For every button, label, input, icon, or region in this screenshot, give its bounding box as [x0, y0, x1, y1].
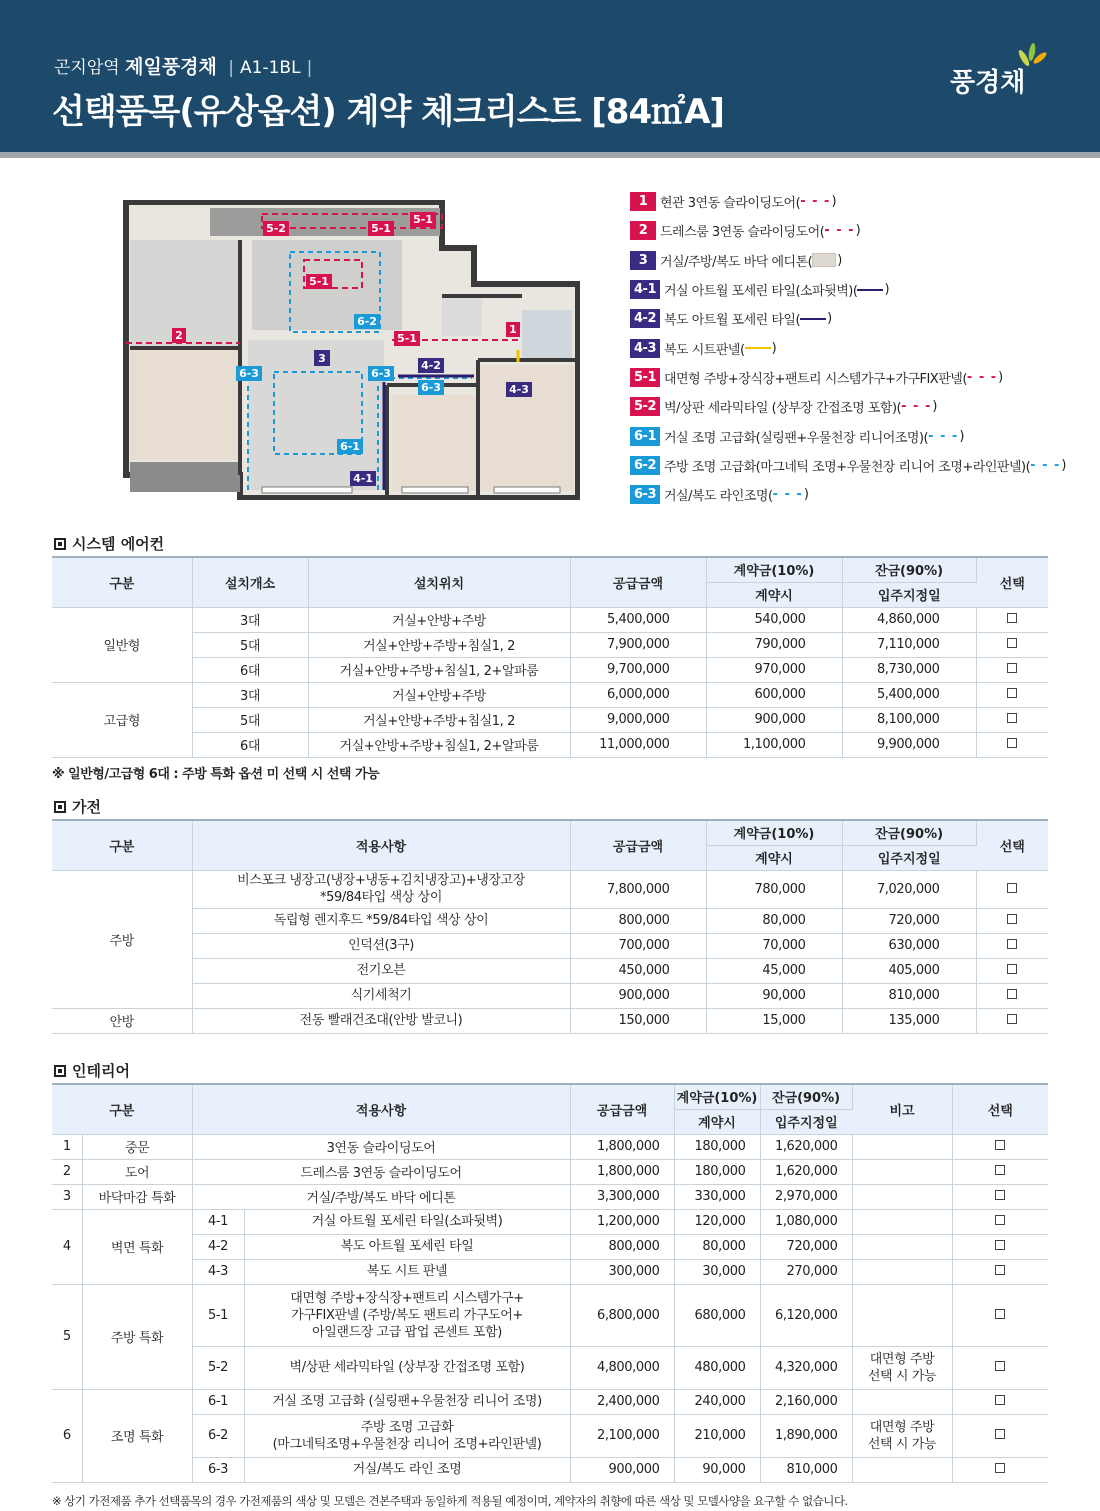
row-item: 대면형 주방+장식장+팬트리 시스템가구+ 가구FIX판넬 (주방/복도 팬트리 가구도어+ 아일랜드장 고급 팝업 콘센트 포함)	[244, 1284, 570, 1346]
section-title-interior: 인테리어	[54, 1060, 130, 1081]
table-row	[52, 732, 1048, 757]
remark-cell	[852, 1209, 952, 1234]
appliance-group: 주방	[52, 870, 192, 1008]
select-checkbox[interactable]	[995, 1429, 1005, 1439]
aircon-group: 고급형	[52, 682, 192, 757]
legend-item: 4-3 복도 시트판넬( )	[630, 333, 1090, 362]
select-checkbox[interactable]	[1007, 663, 1017, 673]
select-checkbox[interactable]	[995, 1190, 1005, 1200]
deposit-cell: 120,000	[674, 1209, 760, 1234]
balance-cell: 720,000	[760, 1234, 852, 1259]
row-code: 6-1	[192, 1389, 244, 1414]
remark-cell	[852, 1457, 952, 1482]
row-item: 3연동 슬라이딩도어	[192, 1134, 570, 1159]
balance-cell: 405,000	[842, 958, 976, 983]
select-cell	[976, 707, 1048, 732]
legend-badge: 5-2	[630, 397, 660, 416]
row-code: 5-2	[192, 1346, 244, 1389]
plan-label-6-3a: 6-3	[239, 367, 259, 380]
table-row	[52, 933, 1048, 958]
bottom-note: ※ 상기 가전제품 추가 선택품목의 경우 가전제품의 색상 및 모델은 견본주택과 동일하게 적용될 예정이며, 계약자의 취향에 따른 색상 및 모델사양을 요구할 수 없습니다.	[52, 1494, 848, 1508]
select-checkbox[interactable]	[995, 1165, 1005, 1175]
deposit-cell: 80,000	[674, 1234, 760, 1259]
plan-label-5-1a: 5-1	[371, 222, 391, 235]
table-row	[52, 1414, 1048, 1457]
table-row	[52, 1134, 1048, 1159]
select-cell	[952, 1134, 1048, 1159]
legend-item: 5-1 대면형 주방+장식장+팬트리 시스템가구+가구FIX판넬( - - - )	[630, 363, 1090, 392]
deposit-cell: 540,000	[706, 607, 842, 632]
select-checkbox[interactable]	[1007, 939, 1017, 949]
header-brand: 제일풍경채	[125, 56, 217, 78]
aircon-units: 6대	[192, 657, 308, 682]
header-block: A1-1BL	[240, 58, 301, 78]
select-cell	[976, 657, 1048, 682]
legend-item: 4-1 거실 아트월 포세린 타일(소파뒷벽)( )	[630, 275, 1090, 304]
header-divider	[0, 152, 1100, 158]
balance-cell: 1,080,000	[760, 1209, 852, 1234]
select-cell	[976, 933, 1048, 958]
select-checkbox[interactable]	[1007, 638, 1017, 648]
legend-text: 현관 3연동 슬라이딩도어(	[660, 196, 801, 212]
appliance-item: 인덕션(3구)	[192, 933, 570, 958]
price-cell: 700,000	[570, 933, 706, 958]
deposit-cell: 15,000	[706, 1008, 842, 1033]
price-cell: 7,900,000	[570, 632, 706, 657]
row-item: 복도 시트 판넬	[244, 1259, 570, 1284]
remark-cell: 대면형 주방 선택 시 가능	[852, 1414, 952, 1457]
legend-badge: 1	[630, 192, 656, 211]
row-category: 중문	[82, 1134, 192, 1159]
red-dash-swatch: - - -	[901, 399, 932, 415]
table-row	[52, 1259, 1048, 1284]
select-cell	[952, 1389, 1048, 1414]
legend-item: 2 드레스룸 3연동 슬라이딩도어( - - - )	[630, 216, 1090, 245]
section-title-appliance: 가전	[54, 796, 101, 817]
plan-label-6-3c: 6-3	[421, 381, 441, 394]
select-checkbox[interactable]	[1007, 688, 1017, 698]
section-title-aircon: 시스템 에어컨	[54, 533, 164, 554]
legend-item: 4-2 복도 아트월 포세린 타일( )	[630, 304, 1090, 333]
remark-cell	[852, 1284, 952, 1346]
balance-cell: 8,730,000	[842, 657, 976, 682]
deposit-cell: 600,000	[706, 682, 842, 707]
balance-cell: 1,620,000	[760, 1159, 852, 1184]
remark-cell	[852, 1134, 952, 1159]
legend-text: 거실/복도 라인조명(	[664, 489, 773, 505]
select-cell	[952, 1234, 1048, 1259]
plan-label-5-1c: 5-1	[309, 275, 329, 288]
price-cell: 9,000,000	[570, 707, 706, 732]
red-dash-swatch: - - -	[800, 194, 831, 210]
deposit-cell: 480,000	[674, 1346, 760, 1389]
red-dash-swatch: - - -	[824, 223, 855, 239]
deposit-cell: 780,000	[706, 870, 842, 908]
select-cell	[976, 870, 1048, 908]
select-checkbox[interactable]	[995, 1309, 1005, 1319]
deposit-cell: 80,000	[706, 908, 842, 933]
select-checkbox[interactable]	[1007, 713, 1017, 723]
balance-cell: 7,020,000	[842, 870, 976, 908]
legend-badge: 6-3	[630, 485, 660, 504]
row-code: 5-1	[192, 1284, 244, 1346]
row-category: 조명 특화	[82, 1389, 192, 1482]
select-cell	[976, 632, 1048, 657]
yellow-line-swatch	[745, 347, 771, 349]
deposit-cell: 790,000	[706, 632, 842, 657]
table-row	[52, 1209, 1048, 1234]
select-cell	[976, 1008, 1048, 1033]
legend-badge: 4-3	[630, 339, 660, 358]
price-cell: 5,400,000	[570, 607, 706, 632]
legend-item: 6-3 거실/복도 라인조명( - - - )	[630, 480, 1090, 509]
balance-cell: 4,860,000	[842, 607, 976, 632]
select-cell	[976, 682, 1048, 707]
price-cell: 2,100,000	[570, 1414, 674, 1457]
legend-text: 드레스룸 3연동 슬라이딩도어(	[660, 225, 825, 241]
table-row	[52, 607, 1048, 632]
price-cell: 800,000	[570, 908, 706, 933]
blue-dash-swatch: - - -	[772, 487, 803, 503]
appliance-item: 식기세척기	[192, 983, 570, 1008]
legend-badge: 4-1	[630, 280, 660, 299]
balance-cell: 1,620,000	[760, 1134, 852, 1159]
balance-cell: 720,000	[842, 908, 976, 933]
price-cell: 7,800,000	[570, 870, 706, 908]
price-cell: 6,800,000	[570, 1284, 674, 1346]
deposit-cell: 210,000	[674, 1414, 760, 1457]
remark-cell	[852, 1159, 952, 1184]
aircon-units: 3대	[192, 607, 308, 632]
floor-plan	[122, 200, 580, 500]
table-row	[52, 870, 1048, 908]
appliance-item: 독립형 렌지후드 *59/84타입 색상 상이	[192, 908, 570, 933]
deposit-cell: 330,000	[674, 1184, 760, 1209]
balance-cell: 270,000	[760, 1259, 852, 1284]
legend-text: 벽/상판 세라믹타일 (상부장 간접조명 포함)(	[664, 401, 902, 417]
row-number: 5	[52, 1284, 82, 1389]
select-cell	[976, 983, 1048, 1008]
appliance-item: 비스포크 냉장고(냉장+냉동+김치냉장고)+냉장고장 *59/84타입 색상 상이	[192, 870, 570, 908]
table-row	[52, 1184, 1048, 1209]
plan-label-1: 1	[509, 323, 517, 336]
row-item: 주방 조명 고급화 (마그네틱조명+우물천장 리니어 조명+라인판넬)	[244, 1414, 570, 1457]
select-cell	[976, 607, 1048, 632]
deposit-cell: 1,100,000	[706, 732, 842, 757]
legend-text: 대면형 주방+장식장+팬트리 시스템가구+가구FIX판넬(	[664, 371, 967, 387]
plan-label-5-2: 5-2	[266, 222, 286, 235]
plan-label-5-1b: 5-1	[413, 213, 433, 226]
aircon-units: 5대	[192, 632, 308, 657]
table-row	[52, 1159, 1048, 1184]
row-number: 6	[52, 1389, 82, 1482]
legend-badge: 4-2	[630, 309, 660, 328]
select-checkbox[interactable]	[1007, 989, 1017, 999]
plan-label-2: 2	[175, 329, 183, 342]
balance-cell: 1,890,000	[760, 1414, 852, 1457]
select-checkbox[interactable]	[995, 1240, 1005, 1250]
header-subtitle: 곤지암역 제일풍경채 | A1-1BL |	[54, 56, 313, 78]
plan-label-3: 3	[318, 352, 326, 365]
table-row	[52, 1284, 1048, 1346]
table-row	[52, 657, 1048, 682]
price-cell: 2,400,000	[570, 1389, 674, 1414]
legend-item: 6-2 주방 조명 고급화(마그네틱 조명+우물천장 리니어 조명+라인판넬)( - - - )	[630, 451, 1090, 480]
balance-cell: 2,160,000	[760, 1389, 852, 1414]
select-cell	[976, 958, 1048, 983]
plan-label-6-3b: 6-3	[371, 367, 391, 380]
navy-line-swatch	[857, 289, 883, 291]
balance-cell: 8,100,000	[842, 707, 976, 732]
legend-badge: 2	[630, 221, 656, 240]
aircon-units: 5대	[192, 707, 308, 732]
table-row	[52, 908, 1048, 933]
row-item: 거실 조명 고급화 (실링팬+우물천장 리니어 조명)	[244, 1389, 570, 1414]
aircon-location: 거실+안방+주방+침실1, 2+알파룸	[308, 732, 570, 757]
balance-cell: 135,000	[842, 1008, 976, 1033]
price-cell: 800,000	[570, 1234, 674, 1259]
deposit-cell: 240,000	[674, 1389, 760, 1414]
legend-text: 주방 조명 고급화(마그네틱 조명+우물천장 리니어 조명+라인판넬)(	[664, 459, 1031, 475]
legend-text: 거실 조명 고급화(실링팬+우물천장 리니어조명)(	[664, 430, 929, 446]
remark-cell	[852, 1259, 952, 1284]
row-category: 주방 특화	[82, 1284, 192, 1389]
table-row	[52, 1346, 1048, 1389]
table-row	[52, 1457, 1048, 1482]
balance-cell: 6,120,000	[760, 1284, 852, 1346]
select-cell	[952, 1284, 1048, 1346]
price-cell: 4,800,000	[570, 1346, 674, 1389]
select-checkbox[interactable]	[1007, 914, 1017, 924]
legend-item: 3 거실/주방/복도 바닥 에디톤( )	[630, 246, 1090, 275]
row-number: 4	[52, 1209, 82, 1284]
deposit-cell: 45,000	[706, 958, 842, 983]
aircon-location: 거실+안방+주방+침실1, 2	[308, 632, 570, 657]
balance-cell: 2,970,000	[760, 1184, 852, 1209]
row-category: 바닥마감 특화	[82, 1184, 192, 1209]
remark-cell	[852, 1184, 952, 1209]
select-cell	[952, 1346, 1048, 1389]
row-category: 벽면 특화	[82, 1209, 192, 1284]
select-checkbox[interactable]	[1007, 883, 1017, 893]
deposit-cell: 30,000	[674, 1259, 760, 1284]
plan-label-6-2: 6-2	[357, 315, 377, 328]
deposit-cell: 680,000	[674, 1284, 760, 1346]
aircon-location: 거실+안방+주방	[308, 682, 570, 707]
aircon-group: 일반형	[52, 607, 192, 682]
price-cell: 300,000	[570, 1259, 674, 1284]
legend-item: 6-1 거실 조명 고급화(실링팬+우물천장 리니어조명)( - - - )	[630, 421, 1090, 450]
brand-logo: 풍경채	[950, 68, 1026, 98]
select-cell	[976, 732, 1048, 757]
select-cell	[952, 1414, 1048, 1457]
table-row	[52, 632, 1048, 657]
select-checkbox[interactable]	[995, 1463, 1005, 1473]
plan-label-4-2: 4-2	[421, 359, 441, 372]
page-title: 선택품목(유상옵션) 계약 체크리스트 [84㎡A]	[52, 92, 724, 132]
balance-cell: 810,000	[760, 1457, 852, 1482]
balance-cell: 810,000	[842, 983, 976, 1008]
row-code: 4-3	[192, 1259, 244, 1284]
appliance-item: 전기오븐	[192, 958, 570, 983]
row-code: 6-2	[192, 1414, 244, 1457]
red-dash-swatch: - - -	[966, 369, 998, 385]
deposit-cell: 180,000	[674, 1159, 760, 1184]
balance-cell: 7,110,000	[842, 632, 976, 657]
price-cell: 9,700,000	[570, 657, 706, 682]
balance-cell: 630,000	[842, 933, 976, 958]
row-code: 4-2	[192, 1234, 244, 1259]
select-checkbox[interactable]	[1007, 1014, 1017, 1024]
select-checkbox[interactable]	[995, 1265, 1005, 1275]
plan-label-5-1d: 5-1	[397, 332, 417, 345]
row-category: 도어	[82, 1159, 192, 1184]
select-checkbox[interactable]	[995, 1140, 1005, 1150]
plan-label-4-3: 4-3	[509, 383, 529, 396]
price-cell: 6,000,000	[570, 682, 706, 707]
aircon-location: 거실+안방+주방+침실1, 2	[308, 707, 570, 732]
header-location: 곤지암역	[54, 58, 120, 78]
table-row	[52, 958, 1048, 983]
row-number: 2	[52, 1159, 82, 1184]
price-cell: 450,000	[570, 958, 706, 983]
legend-badge: 6-1	[630, 427, 660, 446]
leaf-icon	[1010, 40, 1050, 70]
legend-text: 거실 아트월 포세린 타일(소파뒷벽)(	[664, 284, 858, 300]
balance-cell: 5,400,000	[842, 682, 976, 707]
aircon-table: 구분 설치개소 설치위치 공급금액 계약금(10%) 잔금(90%) 선택 계약시 입주지정일 일반형 3대 거실+안방+주방 5,400,000 540,000 4,860,000 5대 거실+안방+주방+침실1, 2 7,900,000 790,000 7,110,000 6대 거실+안방+주방+침실1, 2+알파룸 9,700,000 970,000 8,730,000 고급형 3대 거실+안방+주방 6,000,000 600,000 5,400,000 5대 거실+안방+주방+침실1, 2 9,000,000 900,000 8,100,000 6대 거실+안방+주방+침실1, 2+알파룸 11,000,000 1,100,000 9,900,000	[52, 556, 1048, 758]
plan-label-4-1: 4-1	[353, 472, 373, 485]
table-row	[52, 983, 1048, 1008]
page-header	[0, 0, 1100, 152]
price-cell: 1,800,000	[570, 1134, 674, 1159]
appliance-group: 안방	[52, 1008, 192, 1033]
price-cell: 1,800,000	[570, 1159, 674, 1184]
balance-cell: 9,900,000	[842, 732, 976, 757]
select-checkbox[interactable]	[995, 1395, 1005, 1405]
select-cell	[952, 1184, 1048, 1209]
legend-badge: 5-1	[630, 368, 660, 387]
legend-badge: 3	[630, 251, 656, 270]
row-item: 거실 아트월 포세린 타일(소파뒷벽)	[244, 1209, 570, 1234]
blue-dash-swatch: - - -	[928, 428, 959, 444]
legend-text: 복도 아트월 포세린 타일(	[664, 313, 801, 329]
aircon-units: 6대	[192, 732, 308, 757]
row-item: 거실/주방/복도 바닥 에디톤	[192, 1184, 570, 1209]
remark-cell	[852, 1389, 952, 1414]
deposit-cell: 900,000	[706, 707, 842, 732]
blue-dash-swatch: - - -	[1030, 457, 1061, 473]
aircon-location: 거실+안방+주방	[308, 607, 570, 632]
aircon-location: 거실+안방+주방+침실1, 2+알파룸	[308, 657, 570, 682]
navy-line-swatch	[800, 318, 826, 320]
select-checkbox[interactable]	[995, 1215, 1005, 1225]
remark-cell	[852, 1234, 952, 1259]
select-checkbox[interactable]	[1007, 613, 1017, 623]
remark-cell: 대면형 주방 선택 시 가능	[852, 1346, 952, 1389]
select-cell	[952, 1159, 1048, 1184]
select-checkbox[interactable]	[1007, 964, 1017, 974]
deposit-cell: 970,000	[706, 657, 842, 682]
interior-table: 구분 적용사항 공급금액 계약금(10%) 잔금(90%) 비고 선택 계약시 입주지정일 1 중문 3연동 슬라이딩도어 1,800,000 180,000 1,620,000 2 도어 드레스룸 3연동 슬라이딩도어 1,800,000 180,000 1,620,000 3 바닥마감 특화 거실/주방/복도 바닥 에디톤 3,300,000 330,000 2,970,000 4 벽면 특화 4-1 거실 아트월 포세린 타일(소파뒷벽) 1,200,000 120,000 1,080,000 4-2 복도 아트월 포세린 타일 800,000 80,000 720,000 4-3 복도 시트 판넬 300,000 30,000 270,000 5 주방 특화 5-1 대면형 주방+장식장+팬트리 시스템가구+ 가구FIX판넬 (주방/복도 팬트리 가구도어+ 아일랜드장 고급 팝업 콘센트 포함) 6,800,000 680,000 6,120,000 5-2 벽/상판 세라믹타일 (상부장 간접조명 포함) 4,800,000 480,000 4,320,000 대면형 주방 선택 시 가능 6 조명 특화 6-1 거실 조명 고급화 (실링팬+우물천장 리니어 조명) 2,400,000 240,000 2,160,000 6-2 주방 조명 고급화 (마그네틱조명+우물천장 리니어 조명+라인판넬) 2,100,000 210,000 1,890,000 대면형 주방 선택 시 가능 6-3 거실/복도 라인 조명 900,000 90,000 810,000	[52, 1083, 1048, 1483]
price-cell: 3,300,000	[570, 1184, 674, 1209]
select-cell	[952, 1259, 1048, 1284]
table-row	[52, 682, 1048, 707]
aircon-note: ※ 일반형/고급형 6대 : 주방 특화 옵션 미 선택 시 선택 가능	[52, 767, 380, 782]
select-checkbox[interactable]	[995, 1361, 1005, 1371]
legend-item: 1 현관 3연동 슬라이딩도어( - - - )	[630, 187, 1090, 216]
price-cell: 900,000	[570, 1457, 674, 1482]
deposit-cell: 180,000	[674, 1134, 760, 1159]
table-row	[52, 1234, 1048, 1259]
price-cell: 900,000	[570, 983, 706, 1008]
legend-item: 5-2 벽/상판 세라믹타일 (상부장 간접조명 포함)( - - - )	[630, 392, 1090, 421]
price-cell: 1,200,000	[570, 1209, 674, 1234]
deposit-cell: 90,000	[674, 1457, 760, 1482]
table-row	[52, 1389, 1048, 1414]
row-item: 드레스룸 3연동 슬라이딩도어	[192, 1159, 570, 1184]
price-cell: 11,000,000	[570, 732, 706, 757]
plan-label-6-1: 6-1	[340, 440, 360, 453]
row-item: 복도 아트월 포세린 타일	[244, 1234, 570, 1259]
appliance-item: 전동 빨래건조대(안방 발코니)	[192, 1008, 570, 1033]
row-number: 3	[52, 1184, 82, 1209]
legend-text: 거실/주방/복도 바닥 에디톤(	[660, 254, 813, 270]
select-cell	[952, 1457, 1048, 1482]
balance-cell: 4,320,000	[760, 1346, 852, 1389]
select-cell	[952, 1209, 1048, 1234]
row-item: 거실/복도 라인 조명	[244, 1457, 570, 1482]
deposit-cell: 70,000	[706, 933, 842, 958]
row-code: 6-3	[192, 1457, 244, 1482]
row-code: 4-1	[192, 1209, 244, 1234]
legend-text: 복도 시트판넬(	[664, 342, 745, 358]
aircon-units: 3대	[192, 682, 308, 707]
tile-swatch	[812, 253, 836, 267]
table-row	[52, 1008, 1048, 1033]
select-checkbox[interactable]	[1007, 738, 1017, 748]
table-row	[52, 707, 1048, 732]
price-cell: 150,000	[570, 1008, 706, 1033]
legend-badge: 6-2	[630, 456, 660, 475]
plan-legend	[630, 187, 1090, 509]
appliance-table: 구분 적용사항 공급금액 계약금(10%) 잔금(90%) 선택 계약시 입주지정일 주방 비스포크 냉장고(냉장+냉동+김치냉장고)+냉장고장 *59/84타입 색상 상이 7,800,000 780,000 7,020,000 독립형 렌지후드 *59/84타입 색상 상이 800,000 80,000 720,000 인덕션(3구) 700,000 70,000 630,000 전기오븐 450,000 45,000 405,000 식기세척기 900,000 90,000 810,000 안방 전동 빨래건조대(안방 발코니) 150,000 15,000 135,000	[52, 819, 1048, 1034]
row-item: 벽/상판 세라믹타일 (상부장 간접조명 포함)	[244, 1346, 570, 1389]
row-number: 1	[52, 1134, 82, 1159]
deposit-cell: 90,000	[706, 983, 842, 1008]
select-cell	[976, 908, 1048, 933]
